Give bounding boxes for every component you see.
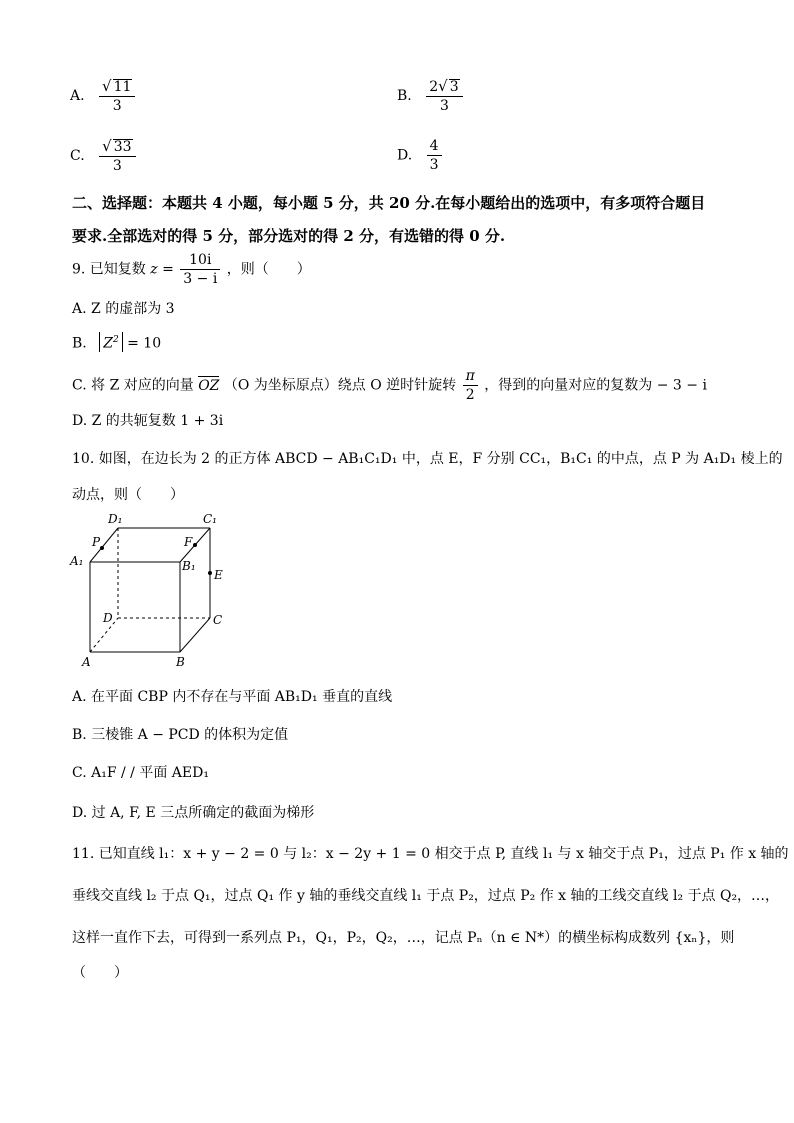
option-d-fraction: [427, 138, 442, 173]
q9-option-c-denominator: 2: [465, 387, 475, 403]
option-d: [397, 138, 444, 173]
q10-option-d: D. 过 A, F, E 三点所确定的截面为梯形: [72, 805, 315, 821]
q9-z-equals: z =: [150, 261, 174, 278]
option-b-coefficient: 2: [429, 79, 439, 95]
label-b1: B₁: [182, 559, 196, 573]
cube-figure: [66, 508, 236, 673]
q9-stem: [72, 252, 311, 287]
label-e: E: [214, 568, 223, 582]
option-a-radicand: 11: [113, 79, 132, 95]
option-b-label: B.: [397, 88, 412, 104]
option-d-label: D.: [397, 147, 413, 164]
option-c-denominator: 3: [112, 158, 122, 174]
q9-option-c-middle: （O 为坐标原点）绕点 O 逆时针旋转: [223, 377, 457, 394]
q9-option-d: D. Z 的共轭复数 1 + 3i: [72, 413, 224, 429]
q9-stem-suffix: ，则（ ）: [226, 261, 311, 278]
q9-option-c-fraction: [463, 368, 478, 403]
section-heading-line2: 要求.全部选对的得 5 分，部分选对的得 2 分，有选错的得 0 分.: [72, 227, 506, 245]
q9-option-b-value: = 10: [127, 335, 162, 352]
label-a1: A₁: [70, 554, 84, 568]
q9-option-c-numerator: π: [463, 368, 478, 386]
option-b-radicand: 3: [449, 79, 459, 95]
label-p: P: [92, 535, 101, 549]
label-c1: C₁: [203, 512, 217, 526]
q10-stem-line2: 动点，则（ ）: [72, 487, 184, 503]
q9-vector-oz: OZ: [198, 377, 220, 394]
q9-fraction: [180, 252, 220, 287]
option-a: [70, 78, 137, 114]
q10-option-c: C. A₁F / / 平面 AED₁: [72, 765, 209, 781]
q9-option-c-prefix: C. 将 Z 对应的向量: [72, 377, 194, 394]
q9-stem-prefix: 9. 已知复数: [72, 261, 146, 278]
label-d: D: [103, 611, 113, 625]
option-d-numerator: 4: [427, 138, 442, 156]
q10-stem-line1: 10. 如图，在边长为 2 的正方体 ABCD − AB₁C₁D₁ 中，点 E，F 分别 CC₁，B₁C₁ 的中点，点 P 为 A₁D₁ 棱上的: [72, 451, 783, 467]
q10-option-a: A. 在平面 CBP 内不存在与平面 AB₁D₁ 垂直的直线: [72, 689, 393, 705]
q11-line4: （ ）: [72, 965, 128, 981]
option-c-label: C.: [70, 148, 85, 164]
q11-line3: 这样一直作下去，可得到一系列点 P₁，Q₁，P₂，Q₂，…，记点 Pₙ（n ∈ N*）的横坐标构成数列 {xₙ}，则: [72, 930, 735, 946]
option-b: [397, 78, 465, 114]
option-a-denominator: 3: [112, 98, 122, 114]
option-b-fraction: $\frac{2√ 3}{3}$: [426, 78, 462, 114]
label-b: B: [176, 655, 185, 669]
label-d1: D₁: [108, 512, 123, 526]
label-c: C: [213, 613, 223, 627]
label-a: A: [82, 655, 91, 669]
q11-line1: 11. 已知直线 l₁：x + y − 2 = 0 与 l₂：x − 2y + 1 = 0 相交于点 P, 直线 l₁ 与 x 轴交于点 P₁，过点 P₁ 作 x 轴的: [72, 846, 789, 862]
q9-option-c-suffix: ，得到的向量对应的复数为 − 3 − i: [484, 377, 707, 394]
option-c-fraction: $\frac{√ 33}{3}$: [99, 138, 135, 174]
option-a-label: A.: [70, 88, 85, 104]
option-d-denominator: 3: [429, 157, 439, 173]
q9-option-b-label: B.: [72, 335, 87, 352]
q9-option-a: A. Z 的虚部为 3: [72, 301, 175, 317]
option-a-fraction: $\frac{√ 11}{3}$: [99, 78, 135, 114]
option-c-radicand: 33: [113, 139, 132, 155]
q9-option-c: [72, 368, 707, 403]
option-b-denominator: 3: [439, 98, 449, 114]
q10-option-b: B. 三棱锥 A − PCD 的体积为定值: [72, 727, 289, 743]
q9-denominator: 3 − i: [183, 271, 218, 287]
q9-numerator: 10i: [180, 252, 220, 270]
label-f: F: [184, 535, 193, 549]
q9-abs-z-squared: $Z^2$: [99, 332, 122, 352]
q11-line2: 垂线交直线 l₂ 于点 Q₁，过点 Q₁ 作 y 轴的垂线交直线 l₁ 于点 P₂，过点 P₂ 作 x 轴的工线交直线 l₂ 于点 Q₂，…，: [72, 888, 780, 904]
option-c: [70, 138, 138, 174]
section-heading-line1: 二、选择题：本题共 4 小题，每小题 5 分，共 20 分.在每小题给出的选项中，有多项符合题目: [72, 194, 706, 212]
q9-option-b: [72, 332, 161, 352]
